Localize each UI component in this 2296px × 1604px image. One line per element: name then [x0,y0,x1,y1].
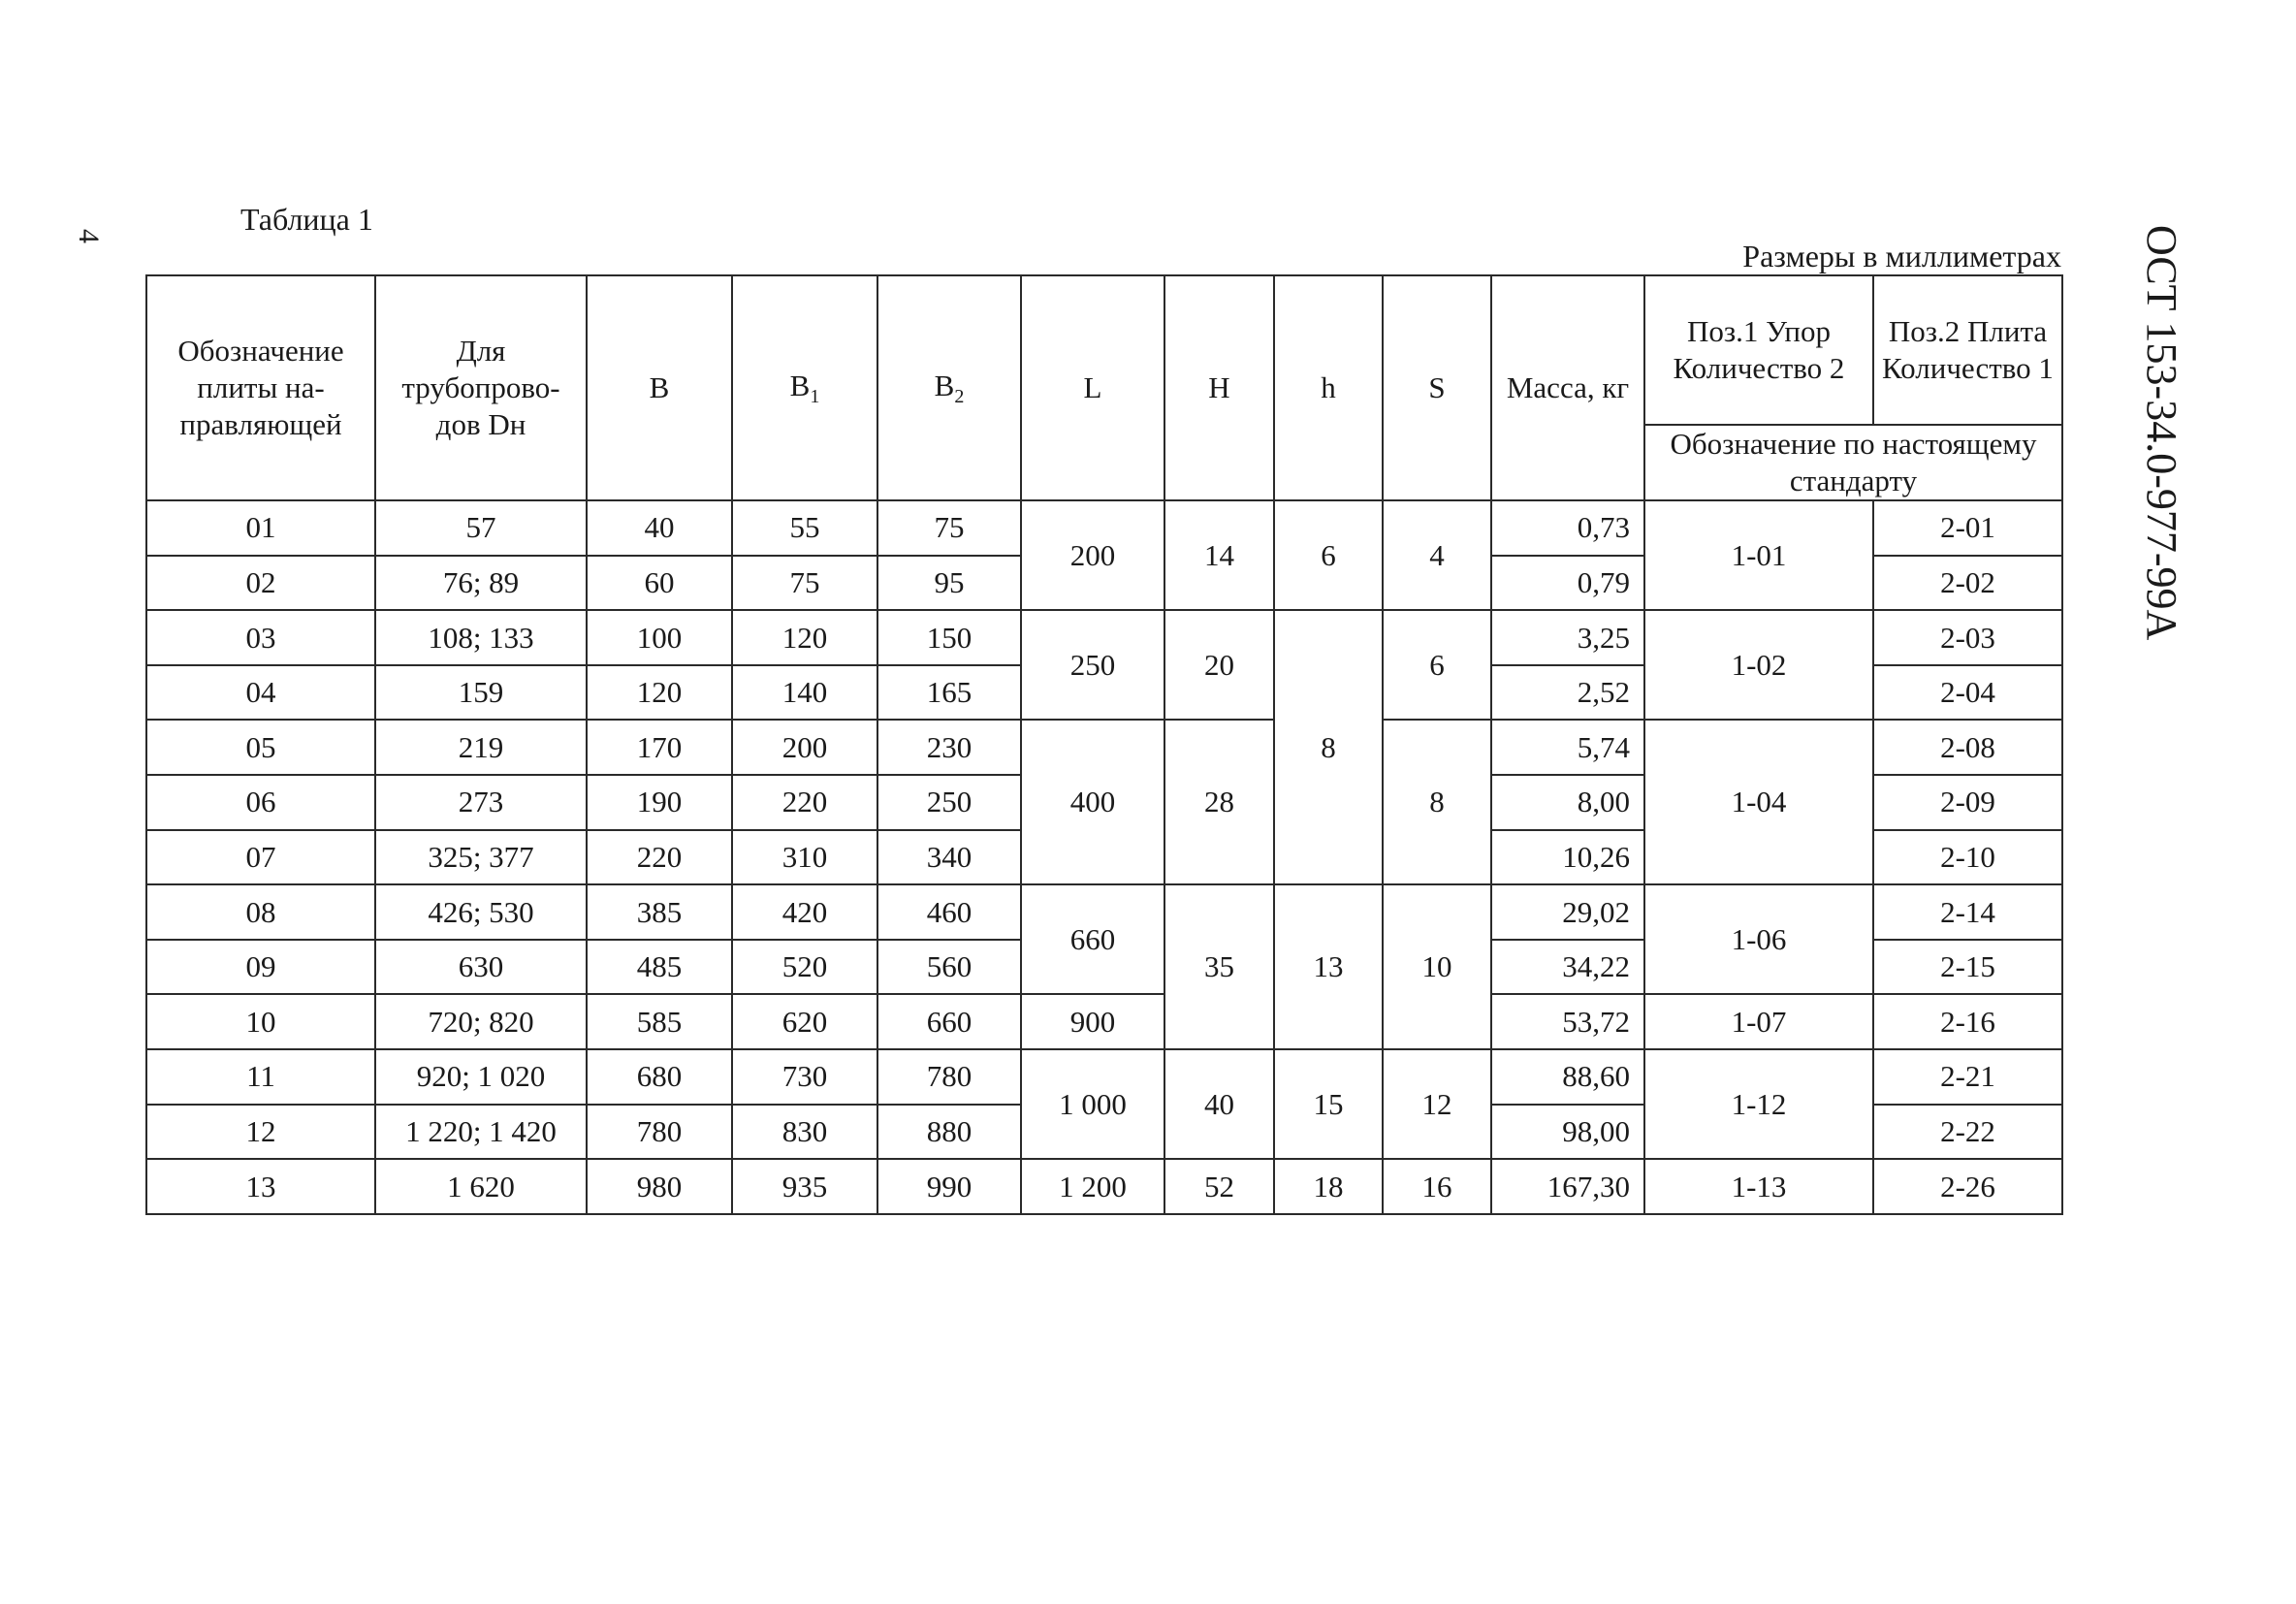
header-pos2: Поз.2 Плита Количество 1 [1873,275,2062,425]
document-code: ОСТ 153-34.0-977-99А [2138,225,2185,641]
cell-h-lower: 18 [1274,1159,1383,1214]
cell-l: 1 000 [1021,1049,1164,1159]
cell-code: 06 [146,775,375,830]
cell-pos2: 2-02 [1873,556,2062,611]
cell-h-lower: 8 [1274,610,1383,884]
cell-b: 385 [587,884,732,940]
cell-h-lower: 15 [1274,1049,1383,1159]
cell-b2: 660 [877,994,1021,1049]
cell-mass: 8,00 [1491,775,1644,830]
cell-l: 400 [1021,720,1164,884]
cell-h-upper: 35 [1164,884,1274,1049]
cell-pos1: 1-02 [1644,610,1873,720]
header-s: S [1383,275,1491,500]
cell-b2: 150 [877,610,1021,665]
cell-pos2: 2-03 [1873,610,2062,665]
cell-b: 980 [587,1159,732,1214]
cell-b1: 310 [732,830,877,885]
cell-dn: 159 [375,665,587,721]
cell-h-upper: 40 [1164,1049,1274,1159]
cell-pos2: 2-10 [1873,830,2062,885]
table-row [146,610,2062,665]
cell-b1: 830 [732,1105,877,1160]
cell-b1: 200 [732,720,877,775]
cell-s: 4 [1383,500,1491,610]
header-b1-sub: 1 [810,385,820,407]
cell-mass: 2,52 [1491,665,1644,721]
cell-dn: 57 [375,500,587,556]
cell-mass: 29,02 [1491,884,1644,940]
cell-b2: 880 [877,1105,1021,1160]
cell-b: 170 [587,720,732,775]
table-row [146,500,2062,556]
cell-h-lower: 13 [1274,884,1383,1049]
cell-pos1: 1-06 [1644,884,1873,994]
cell-s: 8 [1383,720,1491,884]
cell-b1: 75 [732,556,877,611]
cell-h-lower: 6 [1274,500,1383,610]
cell-dn: 1 220; 1 420 [375,1105,587,1160]
cell-mass: 0,73 [1491,500,1644,556]
cell-b: 120 [587,665,732,721]
cell-mass: 3,25 [1491,610,1644,665]
table-row [146,1049,2062,1105]
cell-s: 12 [1383,1049,1491,1159]
cell-code: 08 [146,884,375,940]
cell-pos2: 2-16 [1873,994,2062,1049]
cell-s: 6 [1383,610,1491,720]
header-h-upper: H [1164,275,1274,500]
cell-dn: 426; 530 [375,884,587,940]
page-number: 4 [73,229,105,243]
cell-code: 10 [146,994,375,1049]
cell-b2: 95 [877,556,1021,611]
header-b1-letter: B [789,368,811,402]
cell-pos2: 2-15 [1873,940,2062,995]
cell-pos2: 2-08 [1873,720,2062,775]
header-l: L [1021,275,1164,500]
cell-code: 04 [146,665,375,721]
cell-b1: 730 [732,1049,877,1105]
cell-b2: 75 [877,500,1021,556]
cell-b: 40 [587,500,732,556]
cell-mass: 167,30 [1491,1159,1644,1214]
cell-mass: 0,79 [1491,556,1644,611]
cell-code: 05 [146,720,375,775]
header-pos1: Поз.1 Упор Количество 2 [1644,275,1873,425]
cell-dn: 76; 89 [375,556,587,611]
cell-h-upper: 14 [1164,500,1274,610]
cell-pos2: 2-04 [1873,665,2062,721]
cell-b: 485 [587,940,732,995]
cell-b2: 460 [877,884,1021,940]
cell-h-upper: 28 [1164,720,1274,884]
cell-b1: 220 [732,775,877,830]
cell-b: 585 [587,994,732,1049]
cell-mass: 98,00 [1491,1105,1644,1160]
cell-code: 11 [146,1049,375,1105]
cell-b: 780 [587,1105,732,1160]
cell-b2: 990 [877,1159,1021,1214]
cell-pos1: 1-04 [1644,720,1873,884]
cell-b: 100 [587,610,732,665]
cell-b: 60 [587,556,732,611]
cell-b: 680 [587,1049,732,1105]
cell-b1: 120 [732,610,877,665]
cell-b1: 140 [732,665,877,721]
cell-pos2: 2-22 [1873,1105,2062,1160]
table-row [146,994,2062,1049]
header-std-designation: Обозначение по настоящему стандарту [1644,425,2062,500]
cell-b: 220 [587,830,732,885]
cell-l: 1 200 [1021,1159,1164,1214]
header-h-lower: h [1274,275,1383,500]
cell-pos1: 1-01 [1644,500,1873,610]
cell-b1: 520 [732,940,877,995]
cell-dn: 273 [375,775,587,830]
header-row [146,275,2062,425]
cell-b2: 165 [877,665,1021,721]
cell-mass: 34,22 [1491,940,1644,995]
cell-l: 660 [1021,884,1164,994]
spec-table [145,274,2063,1215]
cell-s: 16 [1383,1159,1491,1214]
header-designation: Обозначение плиты на-правляющей [146,275,375,500]
cell-mass: 53,72 [1491,994,1644,1049]
cell-dn: 920; 1 020 [375,1049,587,1105]
cell-pos1: 1-13 [1644,1159,1873,1214]
cell-dn: 1 620 [375,1159,587,1214]
cell-b2: 340 [877,830,1021,885]
cell-dn: 630 [375,940,587,995]
cell-code: 12 [146,1105,375,1160]
cell-mass: 88,60 [1491,1049,1644,1105]
cell-l: 250 [1021,610,1164,720]
cell-b1: 420 [732,884,877,940]
header-pipeline: Для трубопрово-дов Dн [375,275,587,500]
cell-b2: 230 [877,720,1021,775]
header-b2-letter: B [934,368,955,402]
cell-b2: 250 [877,775,1021,830]
header-b1 [732,275,877,500]
table-caption: Таблица 1 [240,202,373,237]
cell-pos2: 2-01 [1873,500,2062,556]
cell-pos1: 1-12 [1644,1049,1873,1159]
cell-pos1: 1-07 [1644,994,1873,1049]
cell-dn: 219 [375,720,587,775]
cell-code: 09 [146,940,375,995]
cell-pos2: 2-14 [1873,884,2062,940]
cell-h-upper: 20 [1164,610,1274,720]
cell-b1: 620 [732,994,877,1049]
cell-pos2: 2-09 [1873,775,2062,830]
cell-s: 10 [1383,884,1491,1049]
cell-l: 900 [1021,994,1164,1049]
header-b2 [877,275,1021,500]
header-b: B [587,275,732,500]
cell-l: 200 [1021,500,1164,610]
cell-h-upper: 52 [1164,1159,1274,1214]
header-b2-sub: 2 [954,385,965,407]
cell-mass: 10,26 [1491,830,1644,885]
cell-b: 190 [587,775,732,830]
units-note: Размеры в миллиметрах [1742,239,2061,273]
cell-b1: 935 [732,1159,877,1214]
cell-dn: 108; 133 [375,610,587,665]
table-row [146,720,2062,775]
cell-pos2: 2-26 [1873,1159,2062,1214]
cell-dn: 325; 377 [375,830,587,885]
cell-b2: 560 [877,940,1021,995]
cell-dn: 720; 820 [375,994,587,1049]
cell-code: 03 [146,610,375,665]
cell-code: 02 [146,556,375,611]
cell-code: 01 [146,500,375,556]
cell-b1: 55 [732,500,877,556]
cell-code: 07 [146,830,375,885]
cell-code: 13 [146,1159,375,1214]
cell-b2: 780 [877,1049,1021,1105]
table-row [146,884,2062,940]
cell-pos2: 2-21 [1873,1049,2062,1105]
cell-mass: 5,74 [1491,720,1644,775]
table-row [146,1159,2062,1214]
header-mass: Масса, кг [1491,275,1644,500]
